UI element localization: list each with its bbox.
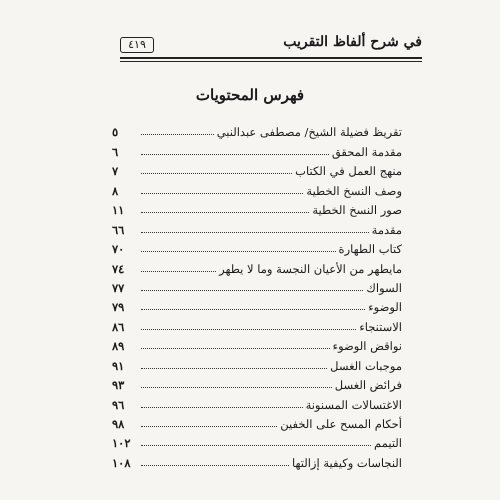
toc-entry (112, 373, 402, 392)
toc-entry-page: ٩٨ (112, 417, 125, 431)
toc-entry-label: نواقض الوضوء (332, 339, 402, 354)
dot-leader (141, 173, 292, 174)
toc-entry-label: مايطهر من الأعيان النجسة وما لا يطهر (219, 261, 402, 276)
dot-leader (141, 465, 289, 466)
dot-leader (141, 193, 303, 194)
toc-entry-label: وصف النسخ الخطية (306, 183, 402, 198)
dot-leader (141, 309, 365, 310)
toc-entry (112, 412, 402, 431)
toc-entry-label: الوضوء (368, 300, 402, 315)
dot-leader (141, 407, 303, 408)
toc-entry-label: السواك (366, 280, 402, 295)
toc-entry-page: ٨٩ (112, 339, 125, 354)
toc-entry-page: ٧٧ (112, 280, 125, 295)
toc-entry-page: ٩٣ (112, 378, 125, 393)
dot-leader (141, 445, 371, 446)
toc-entry (112, 120, 402, 139)
toc-entry-page: ١٠٨ (112, 455, 131, 470)
toc-entry-label: أحكام المسح على الخفين (280, 417, 402, 431)
header-divider (120, 57, 422, 59)
toc-list (112, 120, 402, 470)
page-number: ٤١٩ (128, 38, 146, 51)
toc-entry-label: كتاب الطهارة (338, 242, 402, 257)
toc-entry-label: التيمم (374, 436, 402, 451)
dot-leader (141, 387, 332, 388)
toc-entry (112, 139, 402, 158)
header-divider-thin (120, 61, 422, 62)
toc-entry-page: ١١ (112, 203, 125, 218)
toc-entry (112, 198, 402, 217)
toc-entry (112, 392, 402, 411)
dot-leader (141, 271, 216, 272)
toc-entry-label: منهج العمل في الكتاب (295, 164, 402, 179)
running-header (120, 30, 422, 64)
toc-entry-label: مقدمة المحقق (331, 144, 402, 159)
dot-leader (141, 368, 327, 369)
toc-entry (112, 295, 402, 314)
toc-entry-label: صور النسخ الخطية (312, 203, 402, 218)
book-title: في شرح ألفاظ التقريب (283, 34, 422, 50)
toc-entry (112, 276, 402, 295)
toc-entry-page: ٨ (112, 183, 119, 198)
toc-entry-page: ٨٦ (112, 319, 125, 334)
dot-leader (141, 251, 336, 252)
toc-entry-label: فرائض الغسل (334, 378, 402, 393)
toc-entry (112, 353, 402, 372)
toc-entry (112, 450, 402, 469)
toc-entry (112, 334, 402, 353)
toc-entry (112, 178, 402, 197)
toc-entry-page: ٧٩ (112, 300, 125, 315)
dot-leader (141, 426, 277, 427)
toc-heading: فهرس المحتويات (195, 86, 305, 104)
toc-entry-page: ٧٤ (112, 261, 125, 276)
page-number-box (120, 37, 154, 53)
dot-leader (141, 329, 356, 330)
toc-entry-label: مقدمة (371, 222, 402, 237)
dot-leader (141, 232, 369, 233)
dot-leader (141, 154, 329, 155)
toc-entry-page: ٦ (112, 144, 119, 159)
toc-entry-page: ٧ (112, 164, 119, 179)
toc-entry (112, 314, 402, 333)
toc-entry-label: الاستنجاء (359, 319, 402, 334)
toc-entry-label: النجاسات وكيفية إزالتها (291, 455, 402, 470)
dot-leader (141, 290, 363, 291)
toc-entry-label: موجبات الغسل (330, 358, 402, 373)
toc-entry-page: ٥ (112, 125, 119, 140)
toc-entry (112, 159, 402, 178)
toc-entry-label: الاغتسالات المسنونة (305, 397, 402, 412)
toc-entry-page: ٩١ (112, 358, 125, 373)
toc-entry-page: ٦٦ (112, 222, 125, 237)
dot-leader (141, 134, 214, 135)
toc-entry-page: ١٠٢ (112, 436, 131, 451)
toc-entry-page: ٧٠ (112, 242, 125, 257)
toc-entry (112, 256, 402, 275)
dot-leader (141, 212, 309, 213)
toc-entry (112, 431, 402, 450)
toc-entry-page: ٩٦ (112, 397, 125, 412)
toc-entry (112, 217, 402, 236)
dot-leader (141, 348, 330, 349)
toc-entry (112, 237, 402, 256)
toc-entry-label: تقريظ فضيلة الشيخ/ مصطفى عبدالنبي (216, 125, 402, 140)
